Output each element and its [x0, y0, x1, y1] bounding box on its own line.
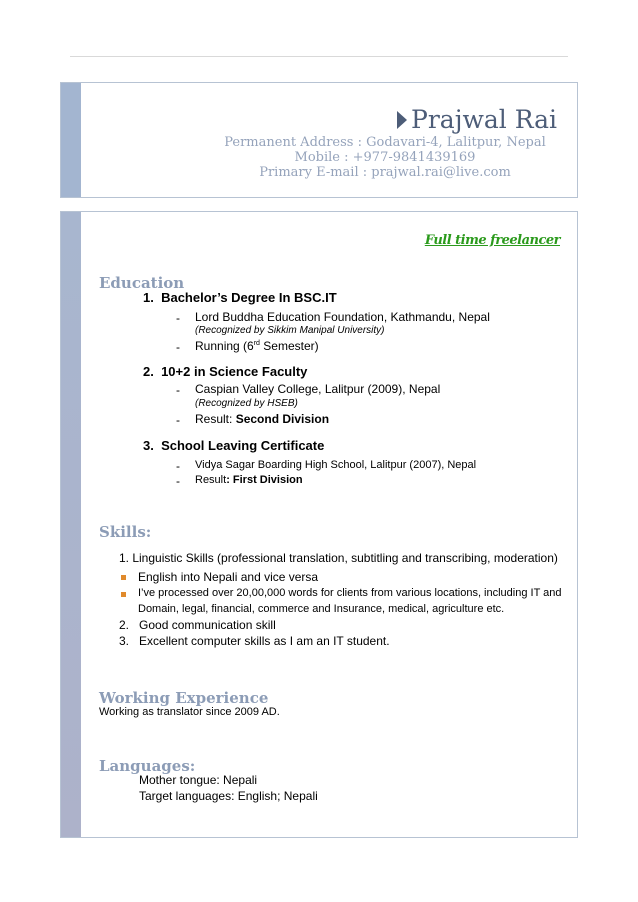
edu-item-1-num: 1. [143, 290, 154, 305]
edu-item-2-line1: Caspian Valley College, Lalitpur (2009), Nepal [195, 382, 441, 396]
dash: - [176, 383, 180, 397]
edu-item-2-result: Second Division [235, 412, 330, 426]
dash: - [176, 311, 180, 325]
edu-item-3-result: : First Division [226, 474, 303, 486]
education-heading: Education [99, 274, 185, 292]
languages-heading: Languages: [99, 757, 196, 775]
edu-item-3-title-text: School Leaving Certificate [161, 438, 325, 453]
skills-item-2: 2. Good communication skill [119, 618, 276, 632]
candidate-name [397, 105, 557, 134]
edu-item-1-status: Running (6 [195, 339, 254, 353]
header-section [60, 82, 578, 198]
edu-item-3-title [143, 438, 324, 453]
dash: - [176, 459, 180, 473]
dash: - [176, 474, 180, 488]
skills-item-3: 3. Excellent computer skills as I am an IT student. [119, 634, 390, 648]
edu-item-2-title [143, 364, 307, 379]
email-line: Primary E-mail : prajwal.rai@live.com [259, 165, 511, 180]
header-accent-bar [61, 83, 81, 197]
edu-item-1-note: (Recognized by Sikkim Manipal University) [195, 325, 385, 336]
languages-target: Target languages: English; Nepali [139, 789, 318, 803]
edu-item-1-title-text: Bachelor’s Degree In BSC.IT [161, 290, 337, 305]
edu-item-2-title-text: 10+2 in Science Faculty [161, 364, 308, 379]
edu-item-1-line1: Lord Buddha Education Foundation, Kathmandu, Nepal [195, 310, 490, 324]
edu-item-1-status-end: Semester) [259, 339, 319, 353]
tagline: Full time freelancer [424, 233, 560, 248]
bullet-icon [121, 575, 126, 580]
top-rule [70, 56, 568, 57]
dash: - [176, 413, 180, 427]
languages-mother: Mother tongue: Nepali [139, 773, 258, 787]
edu-item-3-num: 3. [143, 438, 154, 453]
edu-item-3-line1: Vidya Sagar Boarding High School, Lalitpur (2007), Nepal [195, 459, 477, 471]
edu-item-1-line2 [195, 339, 319, 353]
skills-bullet-2-line2: Domain, legal, financial, commerce and Insurance, medical, agriculture etc. [138, 603, 505, 615]
experience-text: Working as translator since 2009 AD. [99, 706, 280, 718]
bullet-icon [121, 592, 126, 597]
edu-item-3-line2 [195, 474, 303, 486]
body-accent-bar [61, 212, 81, 837]
edu-item-2-note: (Recognized by HSEB) [195, 398, 298, 409]
edu-item-2-line2 [195, 412, 329, 426]
skills-bullet-1: English into Nepali and vice versa [138, 570, 319, 584]
skills-heading: Skills: [99, 523, 152, 541]
experience-heading: Working Experience [99, 689, 269, 707]
skills-bullet-2-line1: I’ve processed over 20,00,000 words for clients from various locations, including IT and [138, 587, 562, 599]
edu-item-1-sup: rd [253, 340, 260, 347]
name-text: Prajwal Rai [411, 105, 557, 134]
edu-item-2-result-label: Result: [195, 412, 236, 426]
skills-item-1: 1. Linguistic Skills (professional translation, subtitling and transcribing, moderation) [119, 551, 558, 565]
mobile-line: Mobile : +977-9841439169 [294, 150, 476, 165]
triangle-arrow-icon [397, 111, 407, 129]
dash: - [176, 340, 180, 354]
edu-item-2-num: 2. [143, 364, 154, 379]
edu-item-1-title [143, 290, 337, 305]
address-line: Permanent Address : Godavari-4, Lalitpur, Nepal [224, 135, 546, 150]
edu-item-3-result-label: Result [195, 474, 227, 486]
